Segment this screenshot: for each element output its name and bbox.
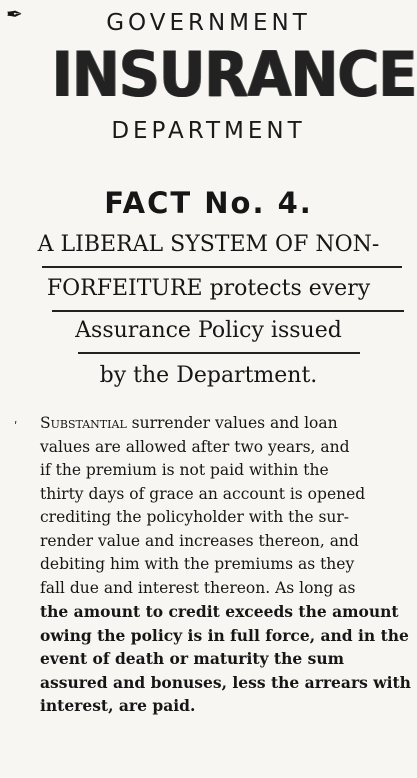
body-line-2: values are allowed after two years, and	[40, 437, 350, 456]
masthead-bottom: DEPARTMENT	[111, 118, 306, 144]
body-line-1-rest: surrender values and loan	[126, 414, 338, 432]
body-line-5: crediting the policyholder with the sur-	[40, 508, 350, 526]
body-line-13: interest, are paid.	[40, 696, 196, 715]
fact-title: FACT No. 4.	[104, 186, 313, 220]
torn-corner-mark: ✒	[6, 2, 23, 26]
body-line-3: if the premium is not paid within the	[40, 461, 329, 479]
headline-rule-2	[52, 310, 404, 312]
body-line-6: render value and increases thereon, and	[40, 531, 359, 550]
article-body	[40, 412, 417, 718]
headline-line-3: Assurance Policy issued	[75, 318, 342, 343]
body-line-9: the amount to credit exceeds the amount	[40, 602, 399, 621]
headline-rule-1	[42, 266, 402, 268]
masthead-main: INSURANCE	[51, 38, 417, 111]
headline-line-2: FORFEITURE protects every	[46, 276, 371, 301]
margin-mark: ʹ	[14, 420, 18, 434]
lead-word: Substantial	[40, 414, 127, 432]
headline-rule-3	[78, 352, 360, 354]
body-line-11: event of death or maturity the sum	[40, 649, 344, 668]
body-line-7: debiting him with the premiums as they	[40, 555, 355, 573]
body-line-1	[40, 412, 417, 436]
headline-line-4: by the Department.	[99, 363, 318, 388]
body-line-8: fall due and interest thereon. As long as	[40, 578, 356, 597]
headline-line-1: A LIBERAL SYSTEM OF NON-	[37, 232, 380, 257]
masthead-top: GOVERNMENT	[106, 10, 311, 36]
body-line-12: assured and bonuses, less the arrears with	[40, 672, 411, 692]
body-line-10: owing the policy is in full force, and in the	[40, 625, 409, 645]
body-line-4: thirty days of grace an account is opened	[40, 484, 366, 503]
